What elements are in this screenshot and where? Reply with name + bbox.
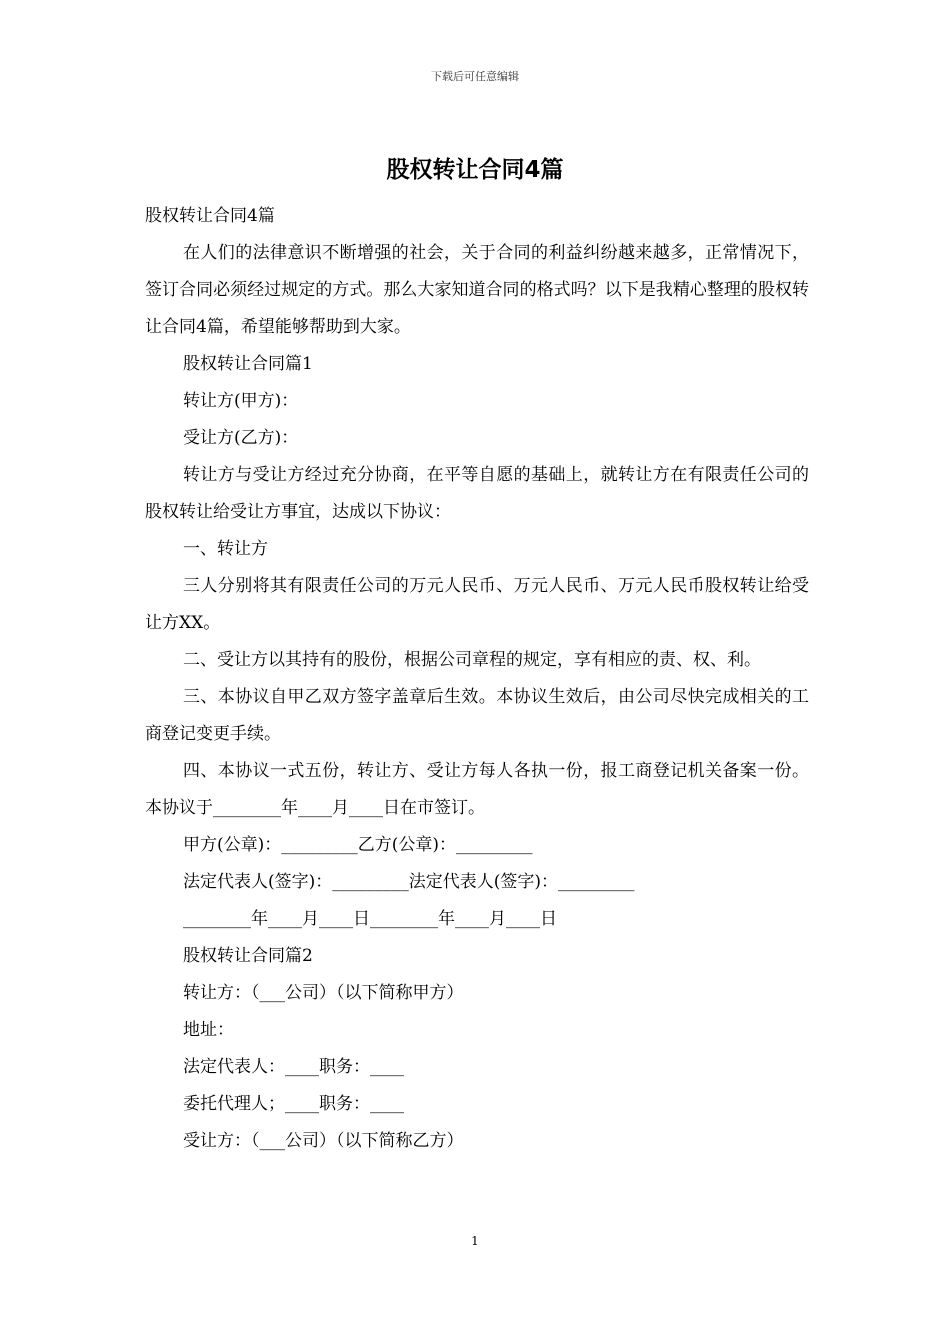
contract2-heading: 股权转让合同篇2	[183, 946, 313, 966]
contract1-representative-line: 法定代表人(签字)：_________法定代表人(签字)：_________	[183, 872, 635, 892]
contract2-transferor: 转让方：（___公司）（以下简称甲方）	[183, 983, 464, 1003]
contract1-clause2: 二、受让方以其持有的股份，根据公司章程的规定，享有相应的责、权、利。	[183, 650, 761, 670]
document-title: 股权转让合同4篇	[386, 157, 564, 183]
page-number: 1	[471, 1234, 479, 1248]
contract1-negotiation: 转让方与受让方经过充分协商，在平等自愿的基础上，就转让方在有限责任公司的股权转让给受让方事宜，达成以下协议：	[145, 465, 809, 522]
contract2-transferee: 受让方：（___公司）（以下简称乙方）	[183, 1131, 464, 1151]
document-body	[145, 198, 809, 1160]
contract1-transferor: 转让方(甲方)：	[183, 391, 299, 411]
contract1-transferee: 受让方(乙方)：	[183, 428, 299, 448]
contract1-clause1-body: 三人分别将其有限责任公司的万元人民币、万元人民币、万元人民币股权转让给受让方XX。	[145, 576, 809, 633]
contract2-agent: 委托代理人；____职务：____	[183, 1094, 404, 1114]
contract1-clause1-title: 一、转让方	[183, 539, 268, 559]
contract1-heading: 股权转让合同篇1	[183, 354, 313, 374]
contract1-clause3: 三、本协议自甲乙双方签字盖章后生效。本协议生效后，由公司尽快完成相关的工商登记变更手续。	[145, 687, 809, 744]
contract2-representative: 法定代表人：____职务：____	[183, 1057, 404, 1077]
contract1-seal-line: 甲方(公章)：_________乙方(公章)：_________	[183, 835, 533, 855]
subtitle: 股权转让合同4篇	[145, 206, 275, 226]
page-header-note: 下载后可任意编辑	[431, 70, 519, 83]
contract2-address: 地址：	[183, 1020, 234, 1040]
contract1-clause4: 四、本协议一式五份，转让方、受让方每人各执一份，报工商登记机关备案一份。本协议于________年____月____日在市签订。	[145, 761, 809, 818]
contract1-date-line: ________年____月____日________年____月____日	[183, 909, 557, 929]
intro-paragraph: 在人们的法律意识不断增强的社会，关于合同的利益纠纷越来越多，正常情况下，签订合同必须经过规定的方式。那么大家知道合同的格式吗？以下是我精心整理的股权转让合同4篇，希望能够帮助到大家。	[145, 243, 809, 337]
